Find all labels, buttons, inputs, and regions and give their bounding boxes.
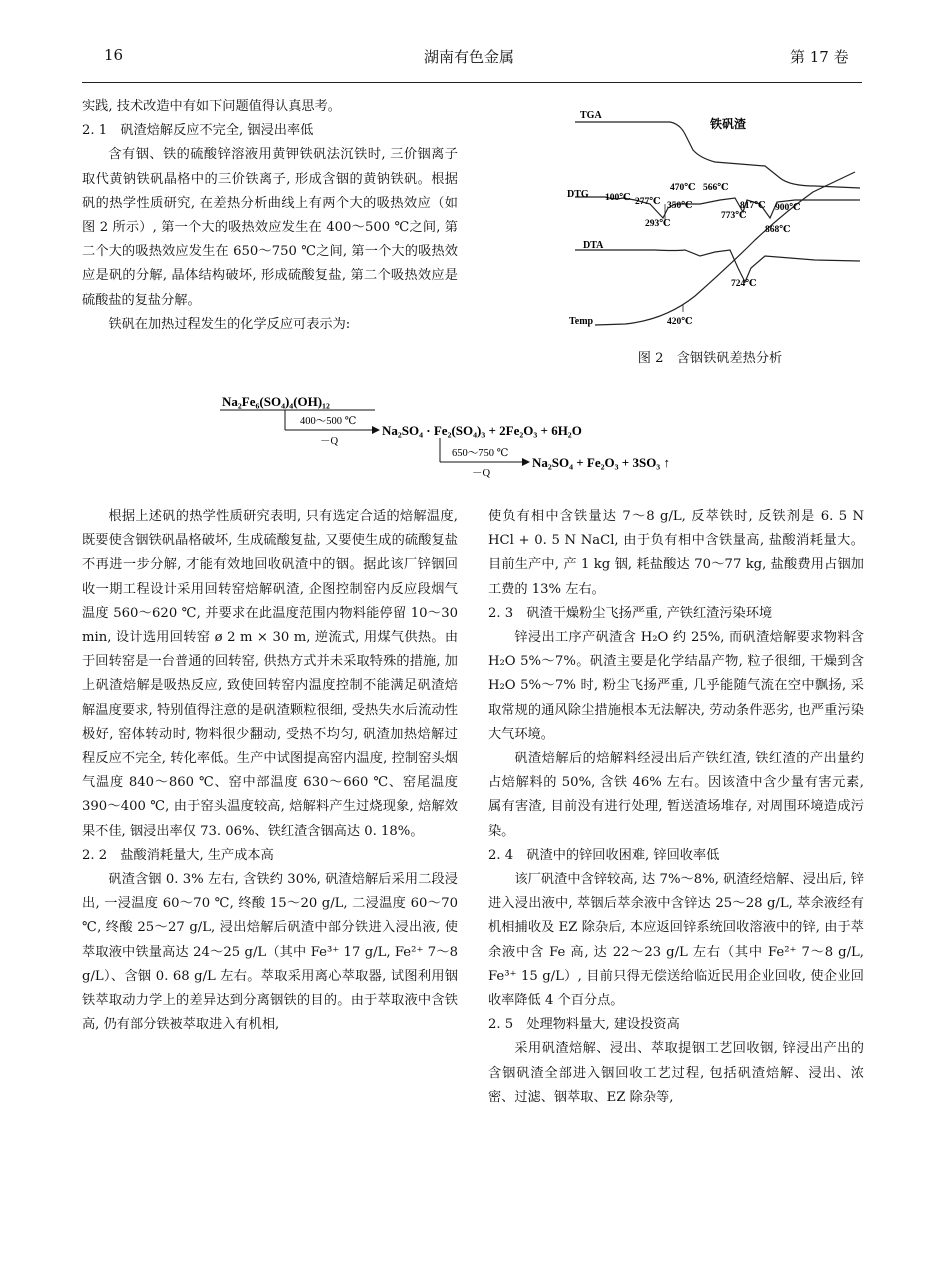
paragraph: 采用矾渣焙解、浸出、萃取提铟工艺回收铟, 锌浸出产出的含铟矾渣全部进入铟回收工艺过程, 包括矾渣焙解、浸出、浓密、过滤、铟萃取、EZ 除杂等, (488, 1041, 864, 1105)
tga-label: TGA (580, 110, 602, 121)
temp-curve (595, 172, 855, 325)
section-heading-2-4: 2. 4 矾渣中的锌回收困难, 锌回收率低 (488, 847, 720, 863)
dta-label: DTA (583, 240, 604, 251)
arrow-head (372, 426, 380, 434)
volume-label: 第 17 卷 (790, 48, 849, 66)
dta-figure (555, 100, 865, 345)
paragraph: 含有铟、铁的硫酸锌溶液用黄钾铁矾法沉铁时, 三价铟离子取代黄钠铁矾晶格中的三价铁离子, 形成含铟的黄钠铁矾。根据矾的热学性质研究, 在差热分析曲线上有两个大的吸热效应（如图 2 所示）, 第一个大的吸热效应发生在 400～500 ℃之间, 第二个大的吸热效应发生在 650～750 ℃之间, 第一个大的吸热效应是矾的分解, 晶体结构破坏, 形成硫酸复盐, 第二个吸热效应是硫酸盐的复盐分解。 (82, 147, 458, 308)
chemical-equation (200, 388, 760, 478)
product-1: Na₂SO₄ · Fe₂(SO₄)₃ + 2Fe₂O₃ + 6H₂O (382, 423, 582, 438)
left-column-bottom (82, 505, 458, 1037)
section-heading-2-2: 2. 2 盐酸消耗量大, 生产成本高 (82, 847, 274, 863)
arrow-head (522, 458, 530, 466)
paragraph: 矾渣焙解后的焙解料经浸出后产铁红渣, 铁红渣的产出量约占焙解料的 50%, 含铁 46% 左右。因该渣中含少量有害元素, 属有害渣, 目前没有进行处理, 暂送渣场堆存, 对周围环境造成污染。 (488, 751, 864, 839)
heat-1: －Q (320, 436, 339, 447)
temp-annotation: 420℃ (667, 317, 693, 327)
condition-1: 400～500 ℃ (300, 416, 357, 427)
paragraph: 铁矾在加热过程发生的化学反应可表示为: (108, 316, 351, 332)
section-heading-2-1: 2. 1 矾渣焙解反应不完全, 铟浸出率低 (82, 123, 314, 139)
paragraph: 该厂矾渣中含锌较高, 达 7%～8%, 矾渣经焙解、浸出后, 锌进入浸出液中, 萃铟后萃余液中含锌达 25～28 g/L, 萃余液经有机相捕收及 EZ 除杂后, 本应返回锌系统回收溶液中的锌, 由于萃余液中含 Fe 高, 达 22～23 g/L 左右（其中 Fe²⁺ 7～8 g/L, Fe³⁺ 15 g/L）, 目前只得无偿送给临近民用企业回收, 使企业回收率降低 4 个百分点。 (488, 872, 864, 1009)
left-column-top (82, 95, 458, 337)
temp-annotation: 350℃ (667, 201, 693, 211)
temp-annotation: 293℃ (645, 219, 671, 229)
temp-annotation: 773℃ (721, 211, 747, 221)
temp-annotation: 900℃ (775, 203, 801, 213)
section-heading-2-3: 2. 3 矾渣干燥粉尘飞扬严重, 产铁红渣污染环境 (488, 605, 773, 621)
paragraph: 实践, 技术改造中有如下问题值得认真思考。 (82, 99, 341, 114)
temp-annotation: 724℃ (731, 279, 757, 289)
temp-annotation: 470℃ (670, 183, 696, 193)
journal-title: 湖南有色金属 (424, 48, 515, 66)
temp-annotation: 817℃ (740, 201, 766, 211)
reactant: Na₂Fe₆(SO₄)₄(OH)₁₂ (222, 394, 330, 409)
header-rule (82, 82, 862, 83)
temp-label: Temp (569, 316, 594, 327)
paragraph: 使负有相中含铁量达 7～8 g/L, 反萃铁时, 反铁剂是 6. 5 N HCl + 0. 5 N NaCl, 由于负有相中含铁量高, 盐酸消耗量大。目前生产中, 产 1 kg 铟, 耗盐酸达 70～77 kg, 盐酸费用占铟加工费的 13% 左右。 (488, 509, 864, 597)
temp-annotation: 566℃ (703, 183, 729, 193)
page-number: 16 (104, 46, 124, 64)
right-column-bottom (488, 505, 864, 1110)
product-2: Na₂SO₄ + Fe₂O₃ + 3SO₃ ↑ (532, 455, 670, 470)
condition-2: 650～750 ℃ (452, 448, 509, 459)
dtg-label: DTG (567, 189, 589, 200)
heat-2: －Q (472, 468, 491, 478)
temp-annotation: 100℃ (605, 193, 631, 203)
temp-annotation: 868℃ (765, 225, 791, 235)
paragraph: 矾渣含铟 0. 3% 左右, 含铁约 30%, 矾渣焙解后采用二段浸出, 一浸温度 60～70 ℃, 终酸 15～20 g/L, 二浸温度 60～70 ℃, 终酸 25～27 g/L, 浸出焙解后矾渣中部分铁进入浸出液, 使萃取液中铁量高达 24～25 g/L（其中 Fe³⁺ 17 g/L, Fe²⁺ 7～8 g/L）、含铟 0. 68 g/L 左右。萃取采用离心萃取器, 试图利用铟铁萃取动力学上的差异达到分离铟铁的目的。由于萃取液中含铁高, 仍有部分铁被萃取进入有机相, (82, 872, 458, 1033)
tga-curve (575, 122, 860, 188)
chart-title: 铁矾渣 (710, 117, 747, 131)
paragraph: 根据上述矾的热学性质研究表明, 只有选定合适的焙解温度, 既要使含铟铁矾晶格破坏, 生成硫酸复盐, 又要使生成的硫酸复盐不再进一步分解, 才能有效地回收矾渣中的铟。据此该厂锌铟回收一期工程设计采用回转窑焙解矾渣, 企图控制窑内反应段烟气温度 560～620 ℃, 并要求在此温度范围内物料能停留 10～30 min, 设计选用回转窑 ø 2 m × 30 m, 逆流式, 用煤气供热。由于回转窑是一台普通的回转窑, 供热方式并未采取特殊的措施, 加上矾渣焙解是吸热反应, 致使回转窑内温度控制不能满足矾渣焙解温度要求, 特别值得注意的是矾渣颗粒很细, 受热失水后流动性极好, 窑体转动时, 物料很少翻动, 受热不均匀, 矾渣加热焙解过程反应不完全, 转化率低。生产中试图提高窑内温度, 控制窑头烟气温度 840～860 ℃、窑中部温度 630～660 ℃、窑尾温度 390～400 ℃, 由于窑头温度较高, 焙解料产生过烧现象, 焙解效果不佳, 铟浸出率仅 73. 06%、铁红渣含铟高达 0. 18%。 (82, 509, 458, 839)
figure-caption: 图 2 含铟铁矾差热分析 (637, 351, 783, 366)
dta-curve (575, 250, 860, 282)
temp-annotation: 277℃ (635, 197, 661, 207)
section-heading-2-5: 2. 5 处理物料量大, 建设投资高 (488, 1017, 680, 1033)
paragraph: 锌浸出工序产矾渣含 H₂O 约 25%, 而矾渣焙解要求物料含 H₂O 5%～7%。矾渣主要是化学结晶产物, 粒子很细, 干燥到含 H₂O 5%～7% 时, 粉尘飞扬严重, 几乎能随气流在空中飘扬, 采取常规的通风除尘措施根本无法解决, 劳动条件恶劣, 也严重污染大气环境。 (488, 630, 864, 742)
